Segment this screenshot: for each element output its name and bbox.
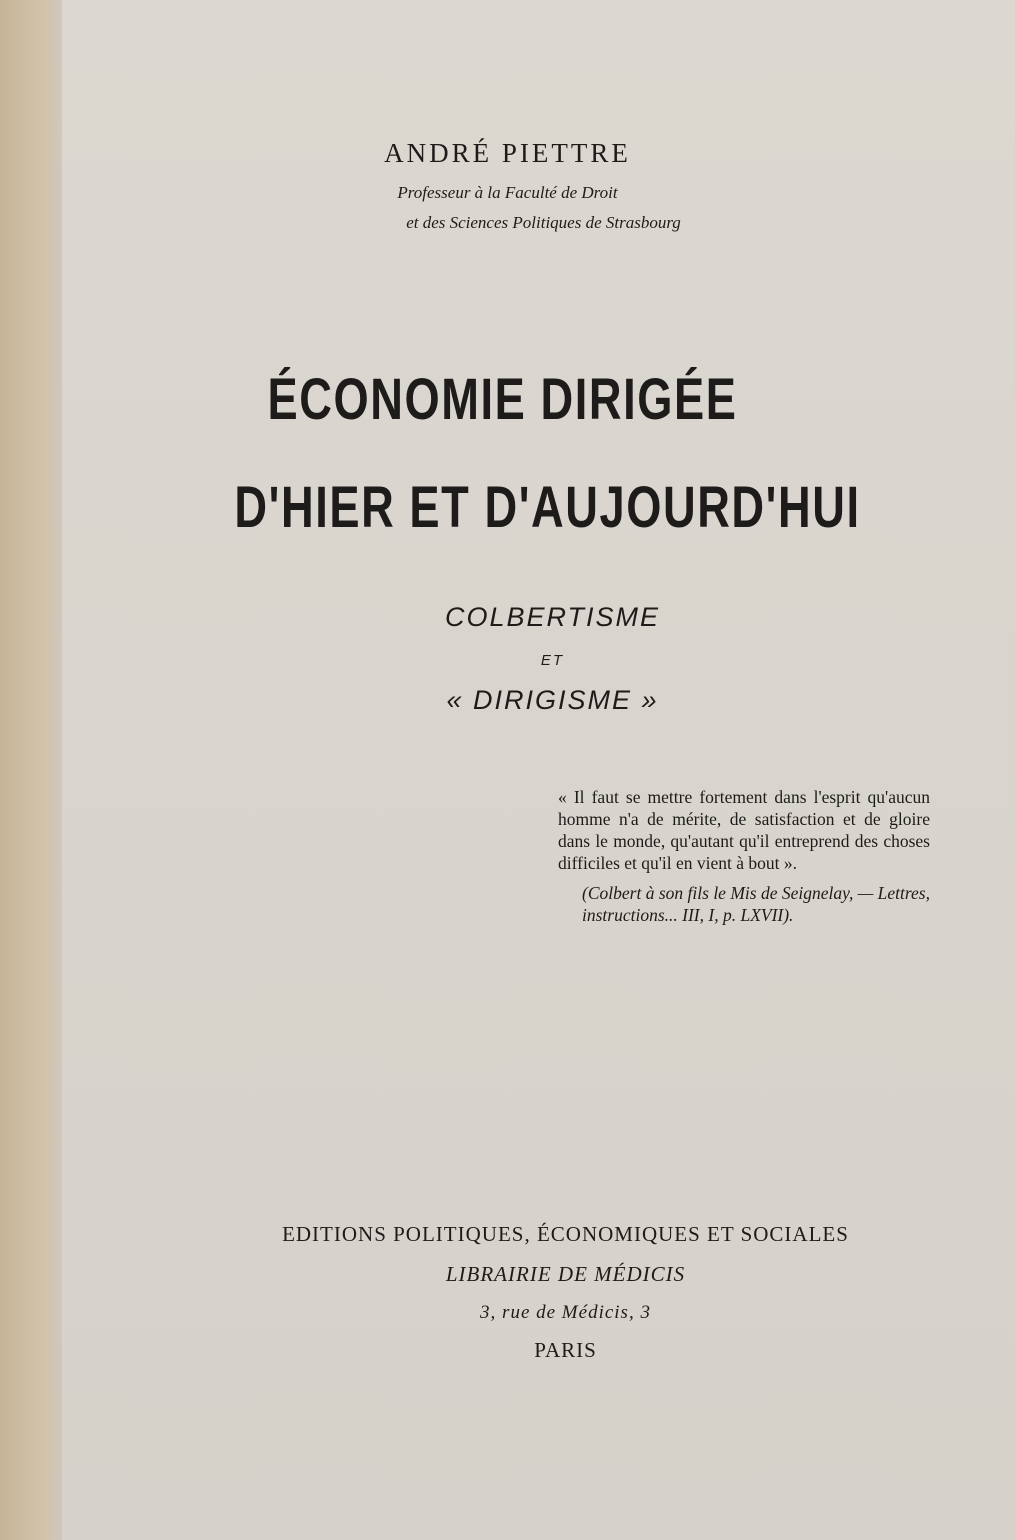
author-affiliation-line-2: et des Sciences Politiques de Strasbourg	[406, 213, 681, 232]
author-name: ANDRÉ PIETTRE	[384, 138, 631, 168]
epigraph	[558, 786, 930, 926]
publisher-city: PARIS	[534, 1338, 597, 1362]
publisher-imprint: LIBRAIRIE DE MÉDICIS	[445, 1262, 686, 1286]
book-title-line-2: D'HIER ET D'AUJOURD'HUI	[234, 475, 861, 540]
publisher-name: EDITIONS POLITIQUES, ÉCONOMIQUES ET SOCIALES	[282, 1222, 849, 1246]
subtitle-line-3: « DIRIGISME »	[446, 685, 659, 715]
author-affiliation-line-1: Professeur à la Faculté de Droit	[397, 183, 618, 202]
book-title-line-1: ÉCONOMIE DIRIGÉE	[267, 367, 738, 432]
publisher-address: 3, rue de Médicis, 3	[480, 1302, 651, 1323]
subtitle-line-2: ET	[540, 652, 565, 669]
epigraph-text: « Il faut se mettre fortement dans l'esprit qu'aucun homme n'a de mérite, de satisfaction et de gloire dans le monde, qu'autant qu'il entreprend des choses difficiles et qu'il en vient à bout ».	[558, 787, 930, 873]
subtitle-line-1: COLBERTISME	[444, 602, 661, 632]
epigraph-citation: (Colbert à son fils le Mis de Seignelay, — Lettres, instructions... III, I, p. LXVII).	[582, 883, 930, 925]
